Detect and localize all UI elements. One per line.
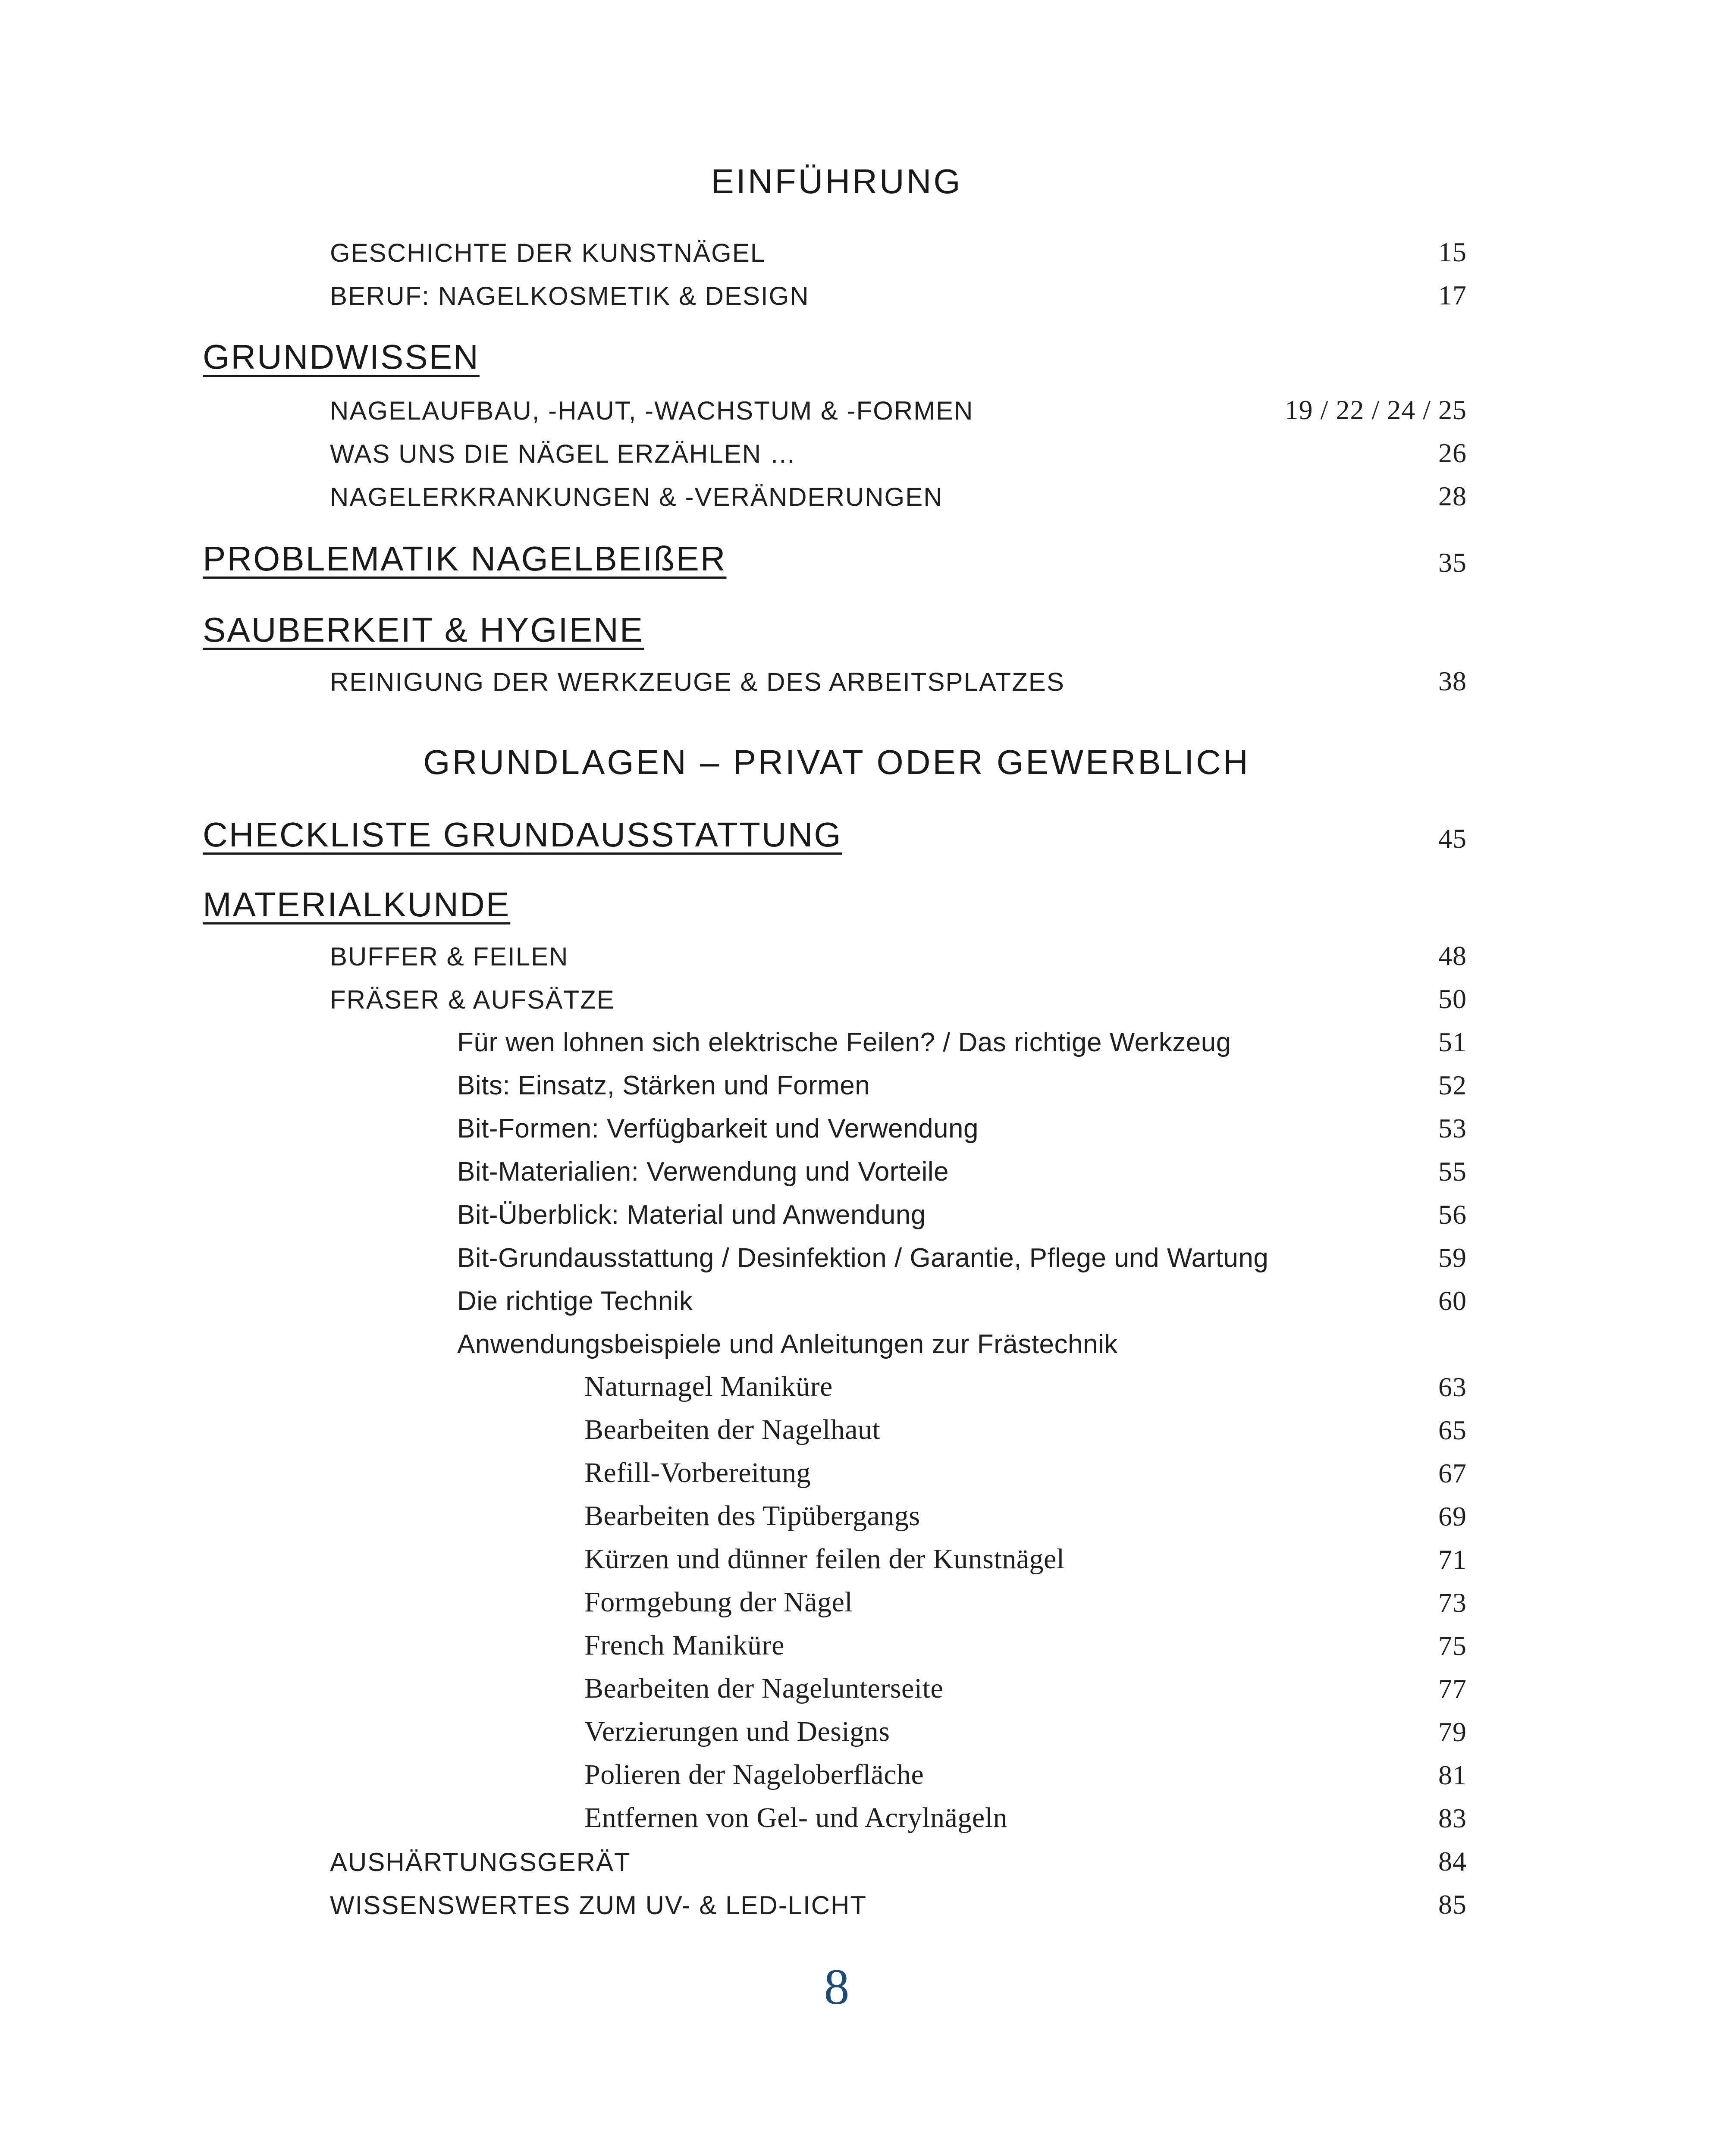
page-number: 84 — [1438, 1846, 1467, 1877]
toc-subsubentry[interactable]: Formgebung der Nägel — [584, 1586, 853, 1618]
toc-subentry[interactable]: Bit-Formen: Verfügbarkeit und Verwendung — [457, 1114, 979, 1144]
page-folio-number: 8 — [824, 1959, 850, 2015]
page-number: 81 — [1438, 1760, 1467, 1790]
section-heading-einfuehrung: EINFÜHRUNG — [711, 162, 963, 201]
toc-subsubentry[interactable]: Refill-Vorbereitung — [584, 1457, 811, 1489]
page-number: 15 — [1438, 237, 1467, 267]
toc-subentry[interactable]: Bits: Einsatz, Stärken und Formen — [457, 1071, 870, 1100]
toc-entry[interactable]: WISSENSWERTES ZUM UV- & LED-LICHT — [330, 1891, 867, 1920]
toc-subsubentry[interactable]: Entfernen von Gel- und Acrylnägeln — [584, 1802, 1008, 1833]
page-number: 85 — [1438, 1889, 1467, 1920]
toc-entry[interactable]: NAGELAUFBAU, -HAUT, -WACHSTUM & -FORMEN — [330, 396, 974, 425]
page-number: 67 — [1438, 1458, 1467, 1489]
section-heading-materialkunde[interactable]: MATERIALKUNDE — [203, 885, 511, 924]
page-number: 48 — [1438, 940, 1467, 971]
toc-subentry[interactable]: Bit-Grundausstattung / Desinfektion / Garantie, Pflege und Wartung — [457, 1243, 1269, 1273]
toc-entry[interactable]: GESCHICHTE DER KUNSTNÄGEL — [330, 238, 766, 267]
section-heading-grundlagen: GRUNDLAGEN – PRIVAT ODER GEWERBLICH — [423, 743, 1250, 781]
page-number: 45 — [1438, 823, 1467, 854]
toc-subsubentry[interactable]: French Maniküre — [584, 1630, 784, 1661]
toc-subsubentry[interactable]: Bearbeiten der Nagelhaut — [584, 1414, 881, 1445]
toc-subsubentry[interactable]: Naturnagel Maniküre — [584, 1371, 833, 1402]
page-number: 73 — [1438, 1587, 1467, 1618]
toc-subentry[interactable]: Bit-Materialien: Verwendung und Vorteile — [457, 1157, 949, 1187]
page-number: 77 — [1438, 1673, 1467, 1704]
page-number: 69 — [1438, 1501, 1467, 1532]
page-number: 83 — [1438, 1803, 1467, 1833]
toc-entry[interactable]: AUSHÄRTUNGSGERÄT — [330, 1848, 631, 1877]
toc-entry[interactable]: REINIGUNG DER WERKZEUGE & DES ARBEITSPLATZES — [330, 667, 1065, 696]
page-number: 38 — [1438, 666, 1467, 696]
page-number: 79 — [1438, 1717, 1467, 1747]
page-number: 59 — [1438, 1242, 1467, 1273]
toc-subsubentry[interactable]: Bearbeiten der Nagelunterseite — [584, 1673, 944, 1704]
page-number: 53 — [1438, 1113, 1467, 1144]
page-number: 35 — [1438, 547, 1467, 578]
toc-entry[interactable]: BERUF: NAGELKOSMETIK & DESIGN — [330, 282, 810, 310]
page-number: 19 / 22 / 24 / 25 — [1284, 395, 1467, 425]
toc-subsubentry[interactable]: Polieren der Nageloberfläche — [584, 1759, 924, 1790]
page-number: 50 — [1438, 984, 1467, 1014]
toc-subentry[interactable]: Bit-Überblick: Material und Anwendung — [457, 1200, 926, 1230]
toc-subsubentry[interactable]: Verzierungen und Designs — [584, 1716, 890, 1747]
toc-entry[interactable]: WAS UNS DIE NÄGEL ERZÄHLEN … — [330, 439, 797, 468]
toc-subentry[interactable]: Anwendungsbeispiele und Anleitungen zur Frästechnik — [457, 1329, 1118, 1359]
toc-entry[interactable]: BUFFER & FEILEN — [330, 942, 569, 971]
toc-subentry[interactable]: Die richtige Technik — [457, 1286, 693, 1316]
section-heading-grundwissen[interactable]: GRUNDWISSEN — [203, 338, 480, 376]
toc-entry[interactable]: FRÄSER & AUFSÄTZE — [330, 985, 615, 1014]
section-heading-hygiene[interactable]: SAUBERKEIT & HYGIENE — [203, 611, 644, 649]
page-number: 55 — [1438, 1156, 1467, 1187]
page-number: 52 — [1438, 1070, 1467, 1100]
page-number: 65 — [1438, 1415, 1467, 1445]
page-number: 71 — [1438, 1544, 1467, 1575]
section-heading-nagelbeisser[interactable]: PROBLEMATIK NAGELBEIßER — [203, 539, 727, 578]
page-number: 28 — [1438, 481, 1467, 511]
section-heading-checkliste[interactable]: CHECKLISTE GRUNDAUSSTATTUNG — [203, 815, 842, 854]
page-number: 17 — [1438, 280, 1467, 310]
toc-subentry[interactable]: Für wen lohnen sich elektrische Feilen? / Das richtige Werkzeug — [457, 1028, 1231, 1057]
page-number: 26 — [1438, 438, 1467, 468]
page-number: 56 — [1438, 1199, 1467, 1230]
page-number: 51 — [1438, 1027, 1467, 1057]
page-number: 60 — [1438, 1285, 1467, 1316]
toc-subsubentry[interactable]: Kürzen und dünner feilen der Kunstnägel — [584, 1543, 1065, 1575]
toc-entry[interactable]: NAGELERKRANKUNGEN & -VERÄNDERUNGEN — [330, 483, 943, 511]
page-number: 75 — [1438, 1630, 1467, 1661]
page-number: 63 — [1438, 1372, 1467, 1402]
toc-subsubentry[interactable]: Bearbeiten des Tipübergangs — [584, 1500, 920, 1532]
